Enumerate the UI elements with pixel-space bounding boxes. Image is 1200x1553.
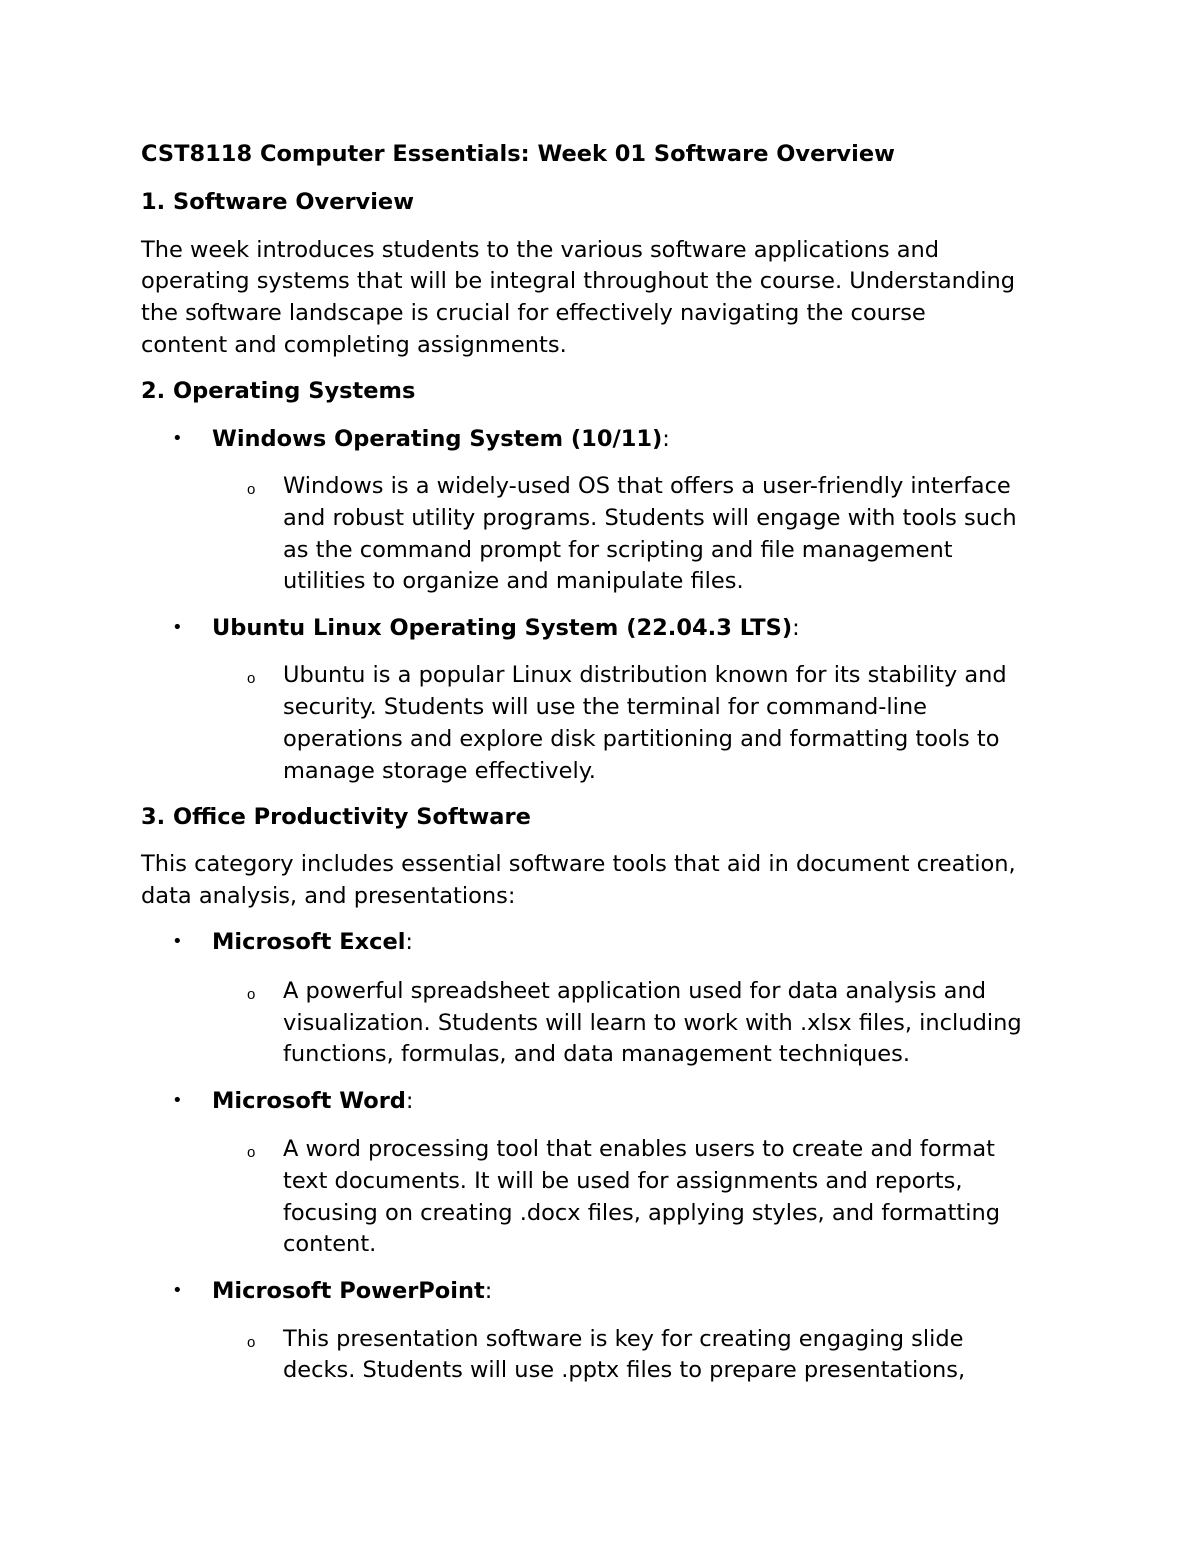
sub-item-line: Windows is a widely-used OS that offers a user-friendly interface — [283, 473, 1011, 499]
sub-bullet-icon: o — [247, 1334, 256, 1351]
sub-item-line: and robust utility programs. Students will engage with tools such — [283, 505, 1017, 531]
sub-item-line: as the command prompt for scripting and file management — [283, 537, 953, 563]
bullet-icon: • — [172, 617, 183, 638]
list-item-title — [212, 1275, 492, 1307]
paragraph-line: This category includes essential software tools that aid in document creation, — [141, 851, 1016, 877]
list-item-name: Microsoft Excel — [212, 929, 406, 955]
list-item-name: Ubuntu Linux Operating System (22.04.3 LTS) — [212, 615, 793, 641]
bullet-icon: • — [172, 1090, 183, 1111]
sub-bullet-icon: o — [247, 481, 256, 498]
list-item-name: Microsoft Word — [212, 1088, 406, 1114]
sub-item-line: decks. Students will use .pptx files to prepare presentations, — [283, 1357, 966, 1383]
list-item-title — [212, 1085, 414, 1117]
list-item-name: Microsoft PowerPoint — [212, 1278, 485, 1304]
list-item-colon: : — [792, 615, 800, 641]
section-heading: 3. Office Productivity Software — [141, 804, 531, 830]
sub-item-line: A powerful spreadsheet application used for data analysis and — [283, 978, 987, 1004]
sub-item-line: operations and explore disk partitioning and formatting tools to — [283, 726, 1000, 752]
list-item-title — [212, 612, 800, 644]
sub-item-line: This presentation software is key for creating engaging slide — [283, 1326, 964, 1352]
sub-item-line: focusing on creating .docx files, applying styles, and formatting — [283, 1200, 1001, 1226]
paragraph-line: The week introduces students to the various software applications and — [141, 237, 940, 263]
sub-item-line: functions, formulas, and data management techniques. — [283, 1041, 910, 1067]
sub-item-line: manage storage effectively. — [283, 758, 596, 784]
sub-item-line: Ubuntu is a popular Linux distribution known for its stability and — [283, 662, 1007, 688]
document-title: CST8118 Computer Essentials: Week 01 Software Overview — [141, 141, 895, 167]
list-item-colon: : — [405, 1088, 414, 1114]
sub-bullet-icon: o — [247, 986, 256, 1003]
list-item-title — [212, 926, 413, 958]
sub-bullet-icon: o — [247, 670, 256, 687]
paragraph-line: the software landscape is crucial for effectively navigating the course — [141, 300, 926, 326]
bullet-icon: • — [172, 428, 183, 449]
list-item-name: Windows Operating System (10/11) — [212, 426, 663, 452]
sub-item-line: visualization. Students will learn to work with .xlsx files, including — [283, 1010, 1022, 1036]
paragraph-line: operating systems that will be integral throughout the course. Understanding — [141, 268, 1016, 294]
bullet-icon: • — [172, 1280, 183, 1301]
sub-item-line: A word processing tool that enables users to create and format — [283, 1136, 995, 1162]
sub-item-line: security. Students will use the terminal for command-line — [283, 694, 927, 720]
list-item-colon: : — [405, 929, 414, 955]
paragraph-line: content and completing assignments. — [141, 332, 567, 358]
section-heading: 1. Software Overview — [141, 189, 414, 215]
list-item-colon: : — [662, 426, 670, 452]
sub-item-line: content. — [283, 1231, 377, 1257]
sub-bullet-icon: o — [247, 1144, 256, 1161]
sub-item-line: text documents. It will be used for assignments and reports, — [283, 1168, 963, 1194]
section-heading: 2. Operating Systems — [141, 378, 416, 404]
list-item-title — [212, 423, 670, 455]
sub-item-line: utilities to organize and manipulate files. — [283, 568, 744, 594]
bullet-icon: • — [172, 931, 183, 952]
paragraph-line: data analysis, and presentations: — [141, 883, 516, 909]
list-item-colon: : — [484, 1278, 493, 1304]
